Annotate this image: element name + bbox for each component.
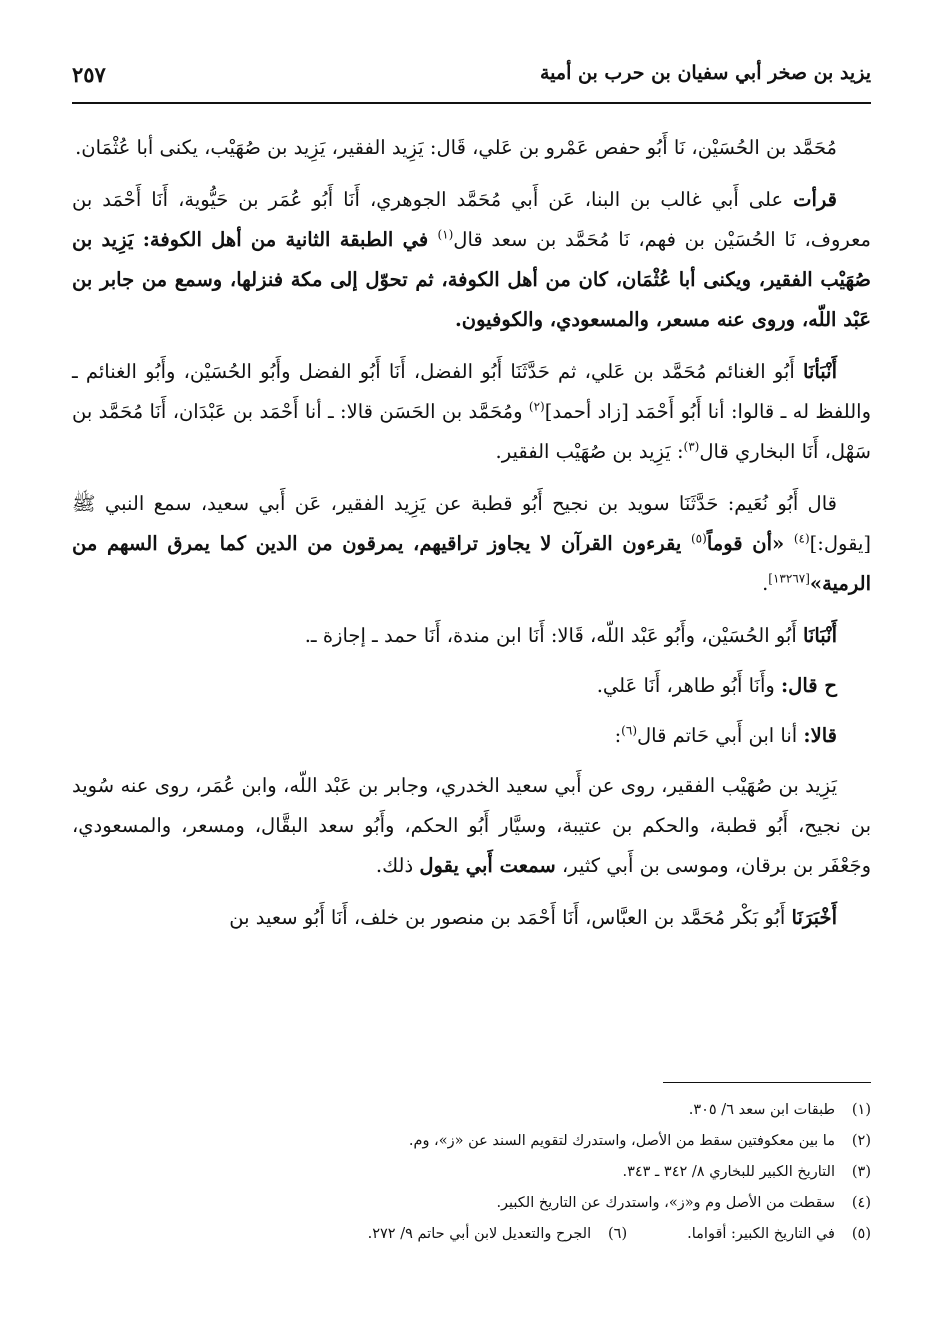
paragraph-lead: قالا: (803, 724, 837, 747)
footnote-1 (72, 1095, 871, 1126)
footnote-text: في التاريخ الكبير: أقواما. (687, 1226, 835, 1242)
footnote-number: (٢) (851, 1133, 871, 1149)
paragraph-text: وأَنَا أَبُو طاهر، أَنَا عَلي. (596, 674, 781, 697)
footnote-number: (٤) (851, 1195, 871, 1211)
paragraph-text: ذلك. (375, 854, 420, 877)
paragraph-7 (72, 716, 871, 756)
paragraph-8 (72, 766, 871, 886)
paragraph-1 (72, 128, 871, 168)
paragraph-text: على أَبي غالب بن البنا، عَن أَبي مُحَمَّد الجوهري، أَنَا أَبُو عُمَر بن حَيُّوية، أَنَا أَحْمَد بن معروف، نَا الحُسَيْن بن فهم، نَا مُحَمَّد بن سعد قال (72, 188, 871, 251)
paragraph-text: أَبُو الغنائم مُحَمَّد بن عَلي، ثم حَدَّثَنَا أَبُو الفضل، أَنَا أَبُو الفضل وأَبُو الحُسَيْن، وأَبُو الغنائم ـ واللفظ له ـ قالوا: أنا أَبُو أَحْمَد [زاد أحمد] (72, 360, 872, 423)
footnote-text: ما بين معكوفتين سقط من الأصل، واستدرك لتقويم السند عن «ز»، وم. (408, 1133, 835, 1149)
footnote-number: (١) (851, 1102, 871, 1118)
paragraph-text: قال أَبُو نُعَيم: حَدَّثَنَا سويد بن نجيح أَبُو قطبة عن يَزِيد الفقير، عَن أَبي سعيد، سمع النبي ﷺ [يقول:] (72, 492, 871, 555)
footnote-ref-5: (٥) (690, 531, 707, 546)
footnote-row (72, 1219, 871, 1250)
paragraph-text: أَبُو الحُسَيْن، وأَبُو عَبْد اللّه، قَالا: أَنَا ابن مندة، أَنَا حمد ـ إجازة ـ. (304, 624, 803, 647)
footnote-ref-4: (٤) (793, 531, 810, 546)
page-number: ٢٥٧ (72, 62, 106, 87)
footnote-number: (٥) (851, 1226, 871, 1242)
paragraph-text: يَزِيد بن صُهَيْب الفقير، روى عن أَبي سعيد الخدري، وجابر بن عَبْد اللّه، وابن عُمَر، روى عنه سُويد بن نجيح، أَبُو قطبة، والحكم بن عتيبة، وسيَّار أَبُو الحكم، وأَبُو سعد البقَّال، ومسعر، والمسعودي، وجَعْفَر بن برقان، وموسى بن أَبي كثير، (72, 774, 871, 877)
footnote-number: (٣) (851, 1164, 871, 1180)
footnote-ref-3: (٣) (683, 439, 700, 454)
paragraph-3 (72, 352, 871, 472)
footnote-6 (368, 1219, 628, 1250)
paragraph-lead: أَنْبَانَا (802, 624, 837, 647)
footnote-text: طبقات ابن سعد ٦/ ٣٠٥. (688, 1102, 835, 1118)
paragraph-lead: ح قال: (780, 674, 837, 697)
footnote-ref-2: (٢) (528, 399, 545, 414)
footnote-text: التاريخ الكبير للبخاري ٨/ ٣٤٢ ـ ٣٤٣. (622, 1164, 835, 1180)
paragraph-5 (72, 616, 871, 656)
footnote-4 (72, 1188, 871, 1219)
paragraph-text: أَبُو بَكْر مُحَمَّد بن العبَّاس، أَنَا أَحْمَد بن منصور بن خلف، أَنَا أَبُو سعيد بن (229, 906, 792, 929)
page-header (72, 52, 871, 104)
paragraph-text: : يَزِيد بن صُهَيْب الفقير. (495, 440, 684, 463)
footnote-divider (663, 1082, 871, 1083)
paragraph-lead: أَنْبَأنَا (802, 360, 837, 383)
paragraph-2 (72, 180, 871, 340)
paragraph-4 (72, 484, 871, 604)
footnote-5 (687, 1219, 871, 1250)
footnote-3 (72, 1157, 871, 1188)
paragraph-6 (72, 666, 871, 706)
paragraph-text: . (762, 572, 769, 595)
tradition-number: [١٣٢٦٧] (768, 571, 810, 586)
paragraph-text: مُحَمَّد بن الحُسَيْن، نَا أَبُو حفص عَمْرو بن عَلي، قَال: يَزِيد الفقير، يَزِيد بن صُهَيْب، يكنى أبا عُثْمَان. (75, 136, 837, 159)
running-title: يزيد بن صخر أبي سفيان بن حرب بن أمية (540, 62, 871, 84)
paragraph-lead: أَخْبَرَنَا (791, 906, 837, 929)
paragraph-emphasis: سمعت أَبي يقول (419, 854, 556, 877)
footnote-number: (٦) (608, 1226, 628, 1242)
footnote-2 (72, 1126, 871, 1157)
footnote-ref-6: (٦) (621, 723, 637, 738)
paragraph-9 (72, 898, 871, 938)
paragraph-text: أنا ابن أَبي حَاتم قال (637, 724, 804, 747)
paragraph-text: في الطبقة الثانية من أهل الكوفة: يَزِيد بن صُهَيْب الفقير، ويكنى أبا عُثْمَان، كان من أهل الكوفة، ثم تحوّل إلى مكة فنزلها، وسمع من جابر بن عَبْد اللّه، وروى عنه مسعر، والمسعودي، والكوفيون. (72, 228, 871, 331)
footnote-ref-1: (١) (437, 227, 454, 242)
hadith-text: يقرءون القرآن لا يجاوز تراقيهم، يمرقون من الدين كما يمرق السهم من الرمية» (72, 532, 871, 595)
hadith-text: «أن قوماً (706, 532, 794, 555)
paragraph-lead: قرأت (793, 188, 837, 211)
paragraph-text: : (614, 724, 622, 747)
paragraph-text: ومُحَمَّد بن الحَسَن قالا: ـ أنا أَحْمَد بن عَبْدَان، أَنَا مُحَمَّد بن سَهْل، أَنَا البخاري قال (72, 400, 871, 463)
footnote-text: الجرح والتعديل لابن أبي حاتم ٩/ ٢٧٢. (367, 1226, 592, 1242)
footnotes (72, 1095, 871, 1250)
footnote-text: سقطت من الأصل وم و«ز»، واستدرك عن التاريخ الكبير. (496, 1195, 835, 1211)
main-text (72, 128, 871, 950)
